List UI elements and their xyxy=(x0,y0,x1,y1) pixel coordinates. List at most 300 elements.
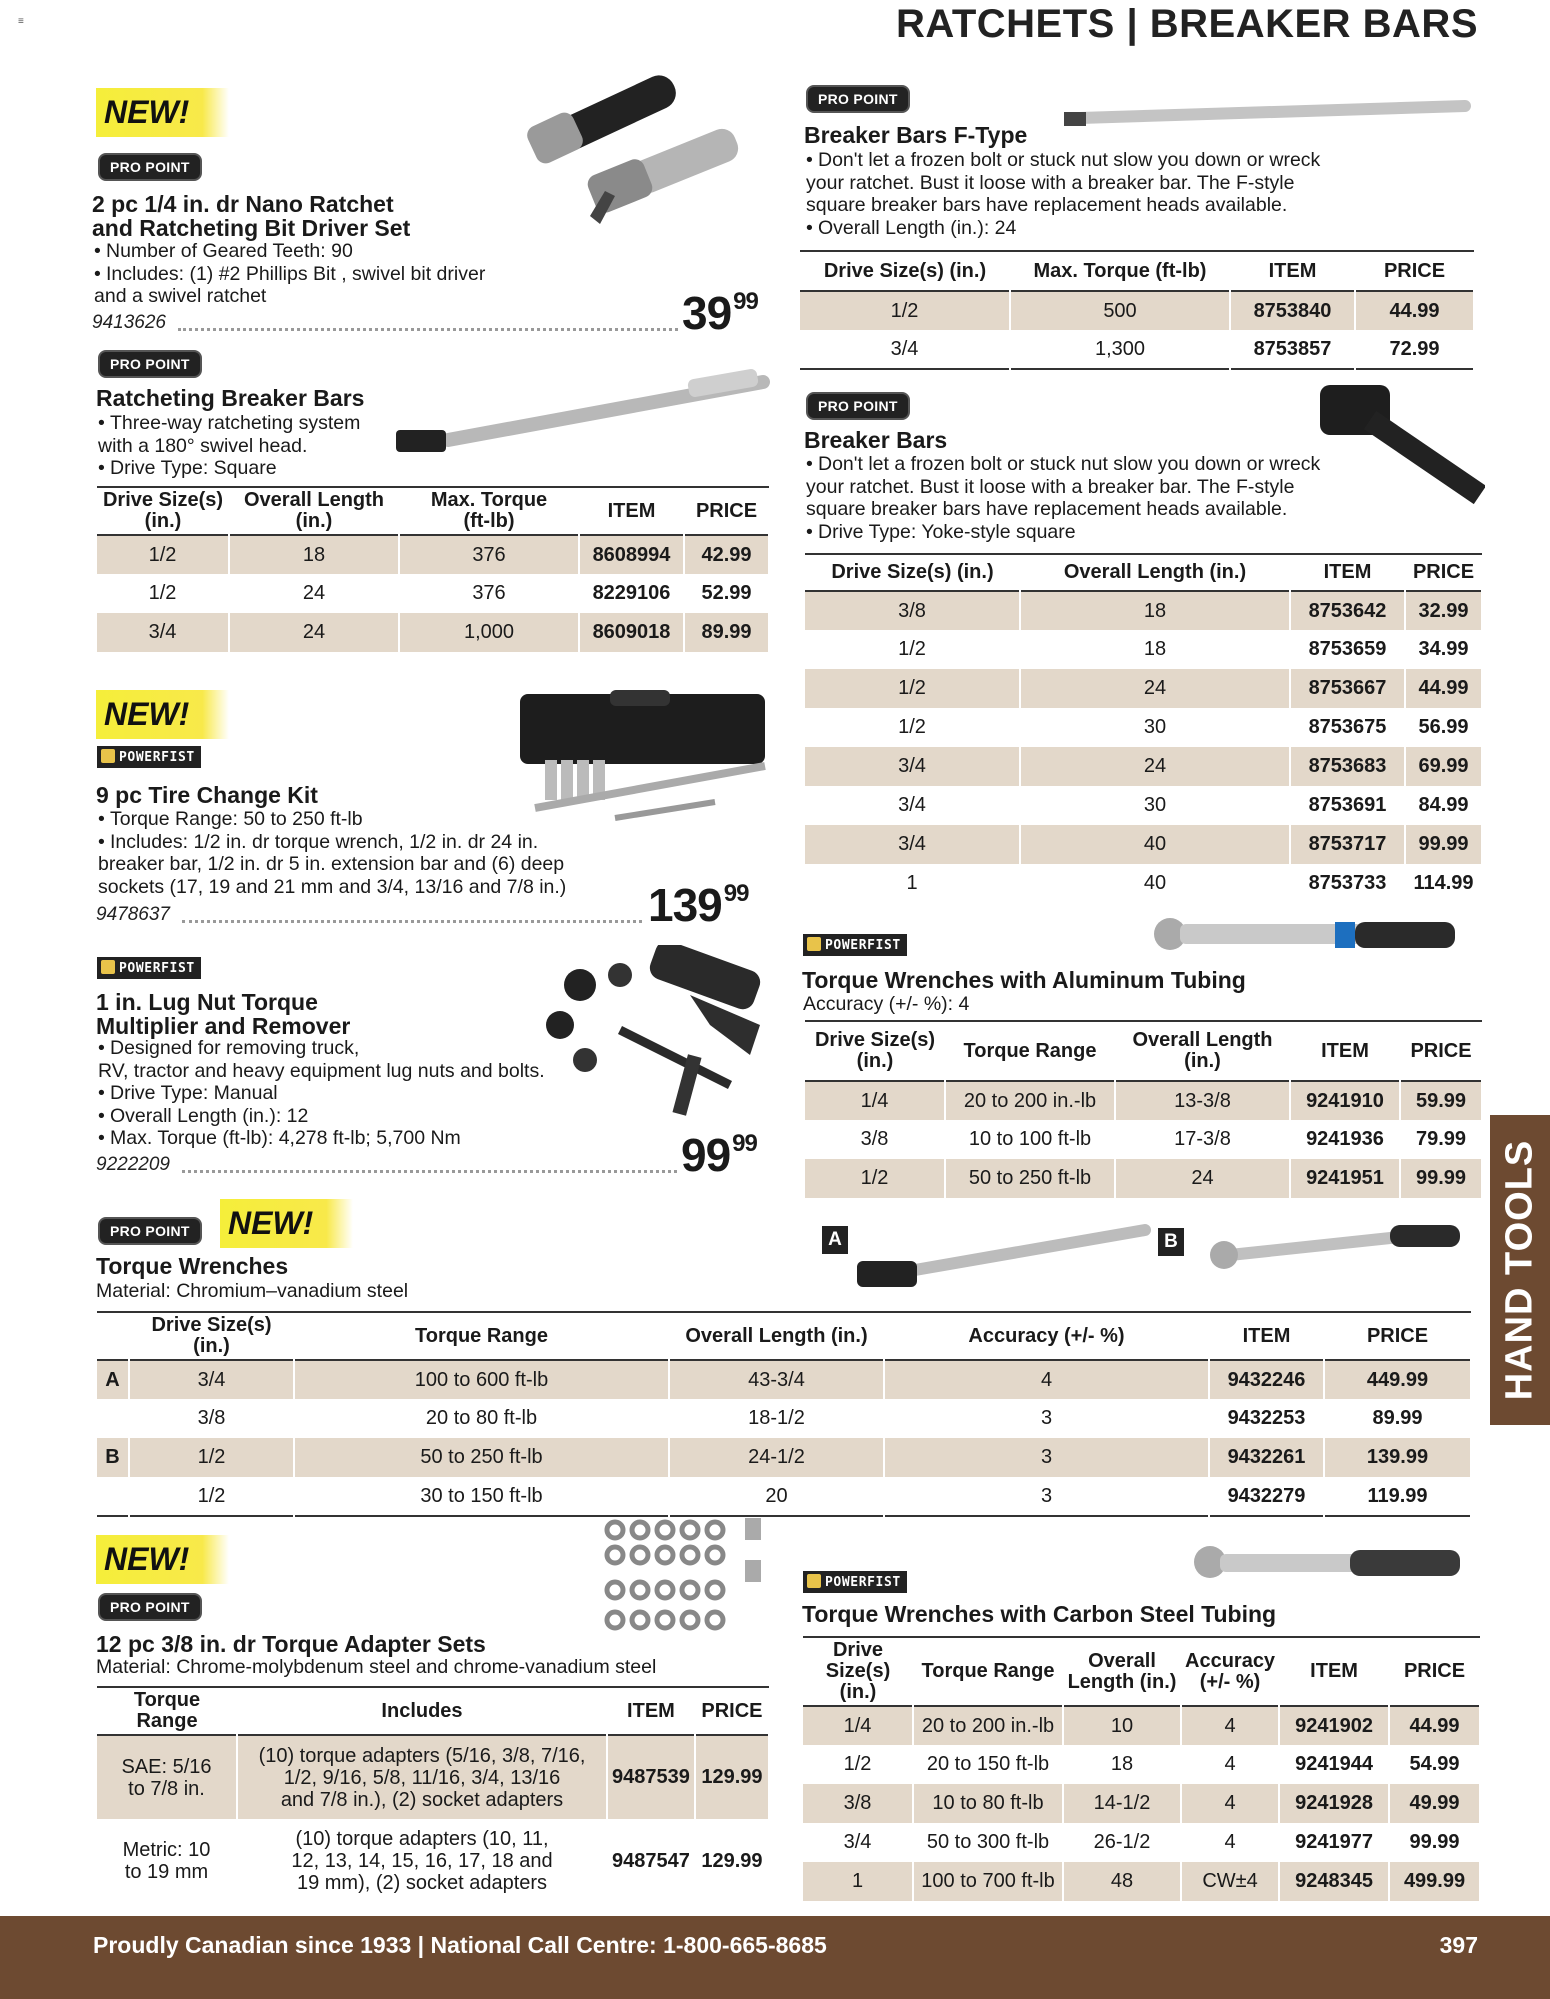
cell-price: 84.99 xyxy=(1405,786,1482,825)
cell: 3/4 xyxy=(805,825,1020,864)
leader-dots xyxy=(182,920,642,923)
col-header: PRICE xyxy=(1412,561,1475,583)
label-a: A xyxy=(822,1226,848,1254)
col-header: Drive Size(s) (in.) xyxy=(151,1314,272,1357)
cell: 3/8 xyxy=(803,1784,913,1823)
cell: 4 xyxy=(1181,1706,1279,1745)
new-badge: NEW! xyxy=(96,88,229,137)
cell: 1/4 xyxy=(803,1706,913,1745)
cell: 100 to 700 ft-lb xyxy=(913,1862,1063,1901)
cell-item: 8753659 xyxy=(1290,630,1405,669)
cell: 1/2 xyxy=(805,669,1020,708)
table-row xyxy=(805,825,1482,864)
cell-price: 99.99 xyxy=(1389,1823,1480,1862)
table-row xyxy=(803,1784,1480,1823)
pro-point-logo: PRO POINT xyxy=(98,1217,202,1245)
aluminum-torque-table xyxy=(805,1020,1483,1198)
table-header-row xyxy=(803,1637,1480,1706)
material-line: Material: Chromium–vanadium steel xyxy=(96,1280,409,1302)
cell: 43-3/4 xyxy=(669,1360,884,1399)
powerfist-logo xyxy=(97,746,201,768)
bullet-text: Includes: (1) #2 Phillips Bit , swivel bit driver and a swivel ratchet xyxy=(94,262,486,308)
table-row xyxy=(800,330,1474,369)
col-header: ITEM xyxy=(1242,1324,1291,1347)
cell-item: 9432279 xyxy=(1209,1477,1324,1516)
cell: 3/8 xyxy=(805,591,1020,630)
table-row xyxy=(97,535,769,574)
col-header: PRICE xyxy=(1403,1660,1466,1682)
cell-price: 52.99 xyxy=(684,574,769,613)
col-header: ITEM xyxy=(627,1699,675,1722)
cell: 100 to 600 ft-lb xyxy=(294,1360,669,1399)
table-row xyxy=(97,1477,1471,1516)
cell-variant xyxy=(97,1477,129,1516)
col-header: Drive Size(s) (in.) xyxy=(814,1029,936,1072)
cell-price: 44.99 xyxy=(1389,1706,1480,1745)
material-line: Material: Chrome-molybdenum steel and chrome-vanadium steel xyxy=(96,1656,657,1678)
cell: 3/8 xyxy=(129,1399,294,1438)
col-header: Drive Size(s) (in.) xyxy=(831,561,994,583)
cell-price: 72.99 xyxy=(1355,330,1474,369)
cell: 1/2 xyxy=(97,535,229,574)
powerfist-icon xyxy=(807,937,821,951)
powerfist-logo xyxy=(803,1571,907,1593)
product-title-torque-wrenches: Torque Wrenches xyxy=(96,1253,289,1279)
section-tab-label: HAND TOOLS xyxy=(1498,1139,1541,1401)
cell: 18-1/2 xyxy=(669,1399,884,1438)
product-title-aluminum-torque-wrenches: Torque Wrenches with Aluminum Tubing xyxy=(802,967,1246,993)
cell: 18 xyxy=(1020,630,1290,669)
adapter-sets-table xyxy=(97,1686,770,1903)
table-row xyxy=(803,1862,1480,1901)
col-header xyxy=(97,1312,129,1360)
bullet-text: Don't let a frozen bolt or stuck nut slow you down or wreck your ratchet. Bust it loose with a breaker bar. The F-style square breaker bars have replacement heads available. xyxy=(806,453,1321,521)
cell-price: 499.99 xyxy=(1389,1862,1480,1901)
cell: 48 xyxy=(1063,1862,1181,1901)
carbon-torque-table xyxy=(803,1636,1481,1901)
cell-item: 8753675 xyxy=(1290,708,1405,747)
product-title-tire-change-kit: 9 pc Tire Change Kit xyxy=(96,782,318,808)
table-header-row xyxy=(97,1687,769,1735)
bullet-text: Drive Type: Square xyxy=(110,457,277,480)
bullet: • Torque Range: 50 to 250 ft-lb xyxy=(98,808,363,830)
pro-point-logo: PRO POINT xyxy=(806,85,910,113)
cell: 10 to 100 ft-lb xyxy=(945,1120,1115,1159)
cell: 3 xyxy=(884,1399,1209,1438)
col-header: Overall Length (in.) xyxy=(1063,561,1247,583)
nano-bullets xyxy=(94,240,534,308)
cell: 1/2 xyxy=(800,291,1010,330)
bullet-text: Number of Geared Teeth: 90 xyxy=(106,240,353,262)
price-dollars: 99 xyxy=(681,1129,731,1181)
cell: 20 to 200 in.-lb xyxy=(913,1706,1063,1745)
bullet: • Don't let a frozen bolt or stuck nut slow you down or wreck your ratchet. Bust it loose with a breaker bar. The F-style square breaker bars have replacement heads available. xyxy=(806,453,1321,521)
cell: 20 to 150 ft-lb xyxy=(913,1745,1063,1784)
col-header: Overall Length (in.) xyxy=(243,489,385,532)
cell: (10) torque adapters (10, 11, 12, 13, 14, 15, 16, 17, 18 and 19 mm), (2) socket adapters xyxy=(237,1819,607,1903)
cell: SAE: 5/16 to 7/8 in. xyxy=(97,1735,237,1819)
cell: 3 xyxy=(884,1477,1209,1516)
cell-price: 89.99 xyxy=(684,613,769,652)
cell: 18 xyxy=(1020,591,1290,630)
cell-item: 8753667 xyxy=(1290,669,1405,708)
cell: 50 to 250 ft-lb xyxy=(294,1438,669,1477)
torque-wrenches-table xyxy=(97,1311,1472,1517)
cell-item: 9241910 xyxy=(1290,1081,1400,1120)
cell-item: 9487547 xyxy=(607,1819,695,1903)
cell-item: 9432246 xyxy=(1209,1360,1324,1399)
torque-wrench-b-image xyxy=(1200,1215,1470,1275)
product-title-ratcheting-breaker-bars: Ratcheting Breaker Bars xyxy=(96,385,365,411)
powerfist-icon xyxy=(101,749,115,763)
product-title-ftype-breaker-bars: Breaker Bars F-Type xyxy=(804,122,1028,148)
table-row xyxy=(805,708,1482,747)
cell-item: 8608994 xyxy=(579,535,684,574)
table-row xyxy=(97,1399,1471,1438)
ratcheting-breaker-table xyxy=(97,486,770,652)
tire-kit-image xyxy=(515,690,775,830)
bullet: • Drive Type: Manual xyxy=(98,1082,278,1105)
price-tag xyxy=(682,286,758,340)
cell: 376 xyxy=(399,574,579,613)
cell-item: 9432253 xyxy=(1209,1399,1324,1438)
bullet: • Three-way ratcheting system with a 180° swivel head. xyxy=(98,412,361,457)
bullet: • Overall Length (in.): 24 xyxy=(806,216,1017,239)
cell: 1/2 xyxy=(129,1438,294,1477)
col-header: Includes xyxy=(381,1699,463,1722)
aluminum-torque-wrench-image xyxy=(1150,912,1465,962)
col-header: PRICE xyxy=(695,499,758,522)
ftype-breaker-bar-image xyxy=(1060,88,1480,138)
nano-ratchet-image xyxy=(520,66,760,236)
bullet: • Drive Type: Yoke-style square xyxy=(806,520,1076,543)
ratcheting-bullets xyxy=(98,412,438,480)
cell: 4 xyxy=(1181,1745,1279,1784)
col-header: Max. Torque (ft-lb) xyxy=(1033,259,1207,282)
table-row xyxy=(805,669,1482,708)
cell-item: 9487539 xyxy=(607,1735,695,1819)
new-badge: NEW! xyxy=(96,1535,229,1584)
table-row xyxy=(805,591,1482,630)
cell: 18 xyxy=(1063,1745,1181,1784)
table-row xyxy=(803,1706,1480,1745)
cell: 1/2 xyxy=(805,630,1020,669)
col-header: PRICE xyxy=(701,1699,763,1722)
price-cents: 99 xyxy=(732,1130,757,1157)
cell: 30 xyxy=(1020,708,1290,747)
cell: 3/4 xyxy=(97,613,229,652)
cell: 14-1/2 xyxy=(1063,1784,1181,1823)
pro-point-logo: PRO POINT xyxy=(806,392,910,420)
bullet-text: Includes: 1/2 in. dr torque wrench, 1/2 in. dr 24 in. breaker bar, 1/2 in. dr 5 in. extension bar and (6) deep sockets (17, 19 and 21 mm and 3/4, 13/16 and 7/8 in.) xyxy=(98,830,567,898)
table-row xyxy=(803,1823,1480,1862)
cell: 24 xyxy=(229,574,399,613)
cell-price: 99.99 xyxy=(1405,825,1482,864)
cell-price: 56.99 xyxy=(1405,708,1482,747)
product-title-carbon-torque-wrenches: Torque Wrenches with Carbon Steel Tubing xyxy=(802,1601,1277,1627)
cell-price: 79.99 xyxy=(1400,1120,1482,1159)
col-header: Drive Size(s) (in.) xyxy=(102,489,224,532)
label-b: B xyxy=(1158,1228,1184,1256)
col-header: Torque Range xyxy=(963,1039,1097,1062)
bullet-text: Max. Torque (ft-lb): 4,278 ft-lb; 5,700 Nm xyxy=(110,1127,461,1150)
cell-price: 49.99 xyxy=(1389,1784,1480,1823)
cell: 500 xyxy=(1010,291,1230,330)
cell-price: 129.99 xyxy=(695,1735,769,1819)
cell: 4 xyxy=(1181,1784,1279,1823)
menu-icon: ≡ xyxy=(18,16,24,27)
col-header: ITEM xyxy=(1310,1660,1358,1682)
cell-price: 44.99 xyxy=(1405,669,1482,708)
cell: 1,300 xyxy=(1010,330,1230,369)
price-tag xyxy=(648,878,748,932)
cell-item: 8753717 xyxy=(1290,825,1405,864)
cell: 4 xyxy=(884,1360,1209,1399)
table-row xyxy=(805,786,1482,825)
cell-price: 54.99 xyxy=(1389,1745,1480,1784)
table-row xyxy=(97,1360,1471,1399)
cell-item: 8753642 xyxy=(1290,591,1405,630)
bullet: • Drive Type: Square xyxy=(98,457,277,480)
breaker-bars-table xyxy=(805,553,1483,903)
cell-price: 114.99 xyxy=(1405,864,1482,903)
new-badge: NEW! xyxy=(220,1199,353,1248)
cell: 24-1/2 xyxy=(669,1438,884,1477)
leader-dots xyxy=(182,1170,677,1173)
table-header-row xyxy=(800,251,1474,291)
cell-item: 9241977 xyxy=(1279,1823,1389,1862)
cell: 4 xyxy=(1181,1823,1279,1862)
bullet-text: Drive Type: Manual xyxy=(110,1082,278,1105)
cell: 20 to 200 in.-lb xyxy=(945,1081,1115,1120)
cell: 1 xyxy=(803,1862,913,1901)
cell-variant: B xyxy=(97,1438,129,1477)
cell-item: 8753840 xyxy=(1230,291,1355,330)
cell-item: 9241902 xyxy=(1279,1706,1389,1745)
product-title-nano-ratchet: 2 pc 1/4 in. dr Nano Ratchet and Ratcheting Bit Driver Set xyxy=(92,191,411,242)
col-header: Drive Size(s) (in.) xyxy=(825,1639,891,1703)
torque-wrench-a-image xyxy=(855,1215,1155,1295)
powerfist-text: POWERFIST xyxy=(119,961,195,976)
table-header-row xyxy=(805,554,1482,591)
cell: 3 xyxy=(884,1438,1209,1477)
lug-nut-multiplier-image xyxy=(540,945,780,1125)
ftype-table xyxy=(800,250,1475,370)
col-header: ITEM xyxy=(1321,1039,1369,1062)
table-row xyxy=(97,1735,769,1819)
cell-item: 8753691 xyxy=(1290,786,1405,825)
col-header: ITEM xyxy=(607,499,656,522)
item-number: 9478637 xyxy=(96,904,170,925)
col-header: ITEM xyxy=(1268,259,1317,282)
cell-price: 99.99 xyxy=(1400,1159,1482,1198)
table-row xyxy=(97,574,769,613)
cell: 20 xyxy=(669,1477,884,1516)
breaker-bullets xyxy=(806,453,1466,543)
cell: CW±4 xyxy=(1181,1862,1279,1901)
powerfist-logo xyxy=(803,934,907,956)
col-header: PRICE xyxy=(1383,259,1446,282)
bullet-text: Designed for removing truck, RV, tractor and heavy equipment lug nuts and bolts. xyxy=(98,1037,545,1082)
cell-price: 32.99 xyxy=(1405,591,1482,630)
section-tab-hand-tools xyxy=(1490,1115,1550,1425)
bullet-text: Don't let a frozen bolt or stuck nut slow you down or wreck your ratchet. Bust it loose with a breaker bar. The F-style square breaker bars have replacement heads available. xyxy=(806,149,1321,217)
col-header: ITEM xyxy=(1323,561,1372,583)
table-row xyxy=(805,1159,1482,1198)
cell: 376 xyxy=(399,535,579,574)
item-number: 9413626 xyxy=(92,312,166,333)
footer-text: Proudly Canadian since 1933 | National Call Centre: 1-800-665-8685 xyxy=(93,1932,827,1958)
cell: 30 to 150 ft-lb xyxy=(294,1477,669,1516)
powerfist-text: POWERFIST xyxy=(825,938,901,953)
col-header: PRICE xyxy=(1366,1324,1429,1347)
cell-price: 119.99 xyxy=(1324,1477,1471,1516)
price-cents: 99 xyxy=(723,880,749,907)
product-title-lug-nut: 1 in. Lug Nut Torque Multiplier and Remover xyxy=(96,989,351,1040)
cell-item: 8229106 xyxy=(579,574,684,613)
page-title: RATCHETS | BREAKER BARS xyxy=(896,2,1478,46)
bullet-text: Three-way ratcheting system with a 180° swivel head. xyxy=(98,412,361,457)
cell-price: 59.99 xyxy=(1400,1081,1482,1120)
cell-price: 89.99 xyxy=(1324,1399,1471,1438)
bullet-text: Drive Type: Yoke-style square xyxy=(818,520,1076,543)
cell: 24 xyxy=(1020,747,1290,786)
pro-point-logo: PRO POINT xyxy=(98,1593,202,1621)
col-header: Accuracy (+/- %) xyxy=(1185,1649,1276,1693)
cell-price: 34.99 xyxy=(1405,630,1482,669)
col-header: Torque Range xyxy=(133,1689,201,1732)
cell: 3/4 xyxy=(129,1360,294,1399)
cell: 1/4 xyxy=(805,1081,945,1120)
pro-point-logo: PRO POINT xyxy=(98,350,202,378)
col-header: Overall Length (in.) xyxy=(685,1324,868,1347)
cell: (10) torque adapters (5/16, 3/8, 7/16, 1/2, 9/16, 5/8, 11/16, 3/4, 13/16 and 7/8 in.), (2) socket adapters xyxy=(237,1735,607,1819)
bullet: • Max. Torque (ft-lb): 4,278 ft-lb; 5,700 Nm xyxy=(98,1127,461,1150)
page-number: 397 xyxy=(1439,1932,1478,1958)
accuracy-line: Accuracy (+/- %): 4 xyxy=(803,993,970,1015)
cell: 1/2 xyxy=(805,708,1020,747)
cell: 10 xyxy=(1063,1706,1181,1745)
cell: 3/4 xyxy=(805,747,1020,786)
cell-price: 44.99 xyxy=(1355,291,1474,330)
cell-price: 69.99 xyxy=(1405,747,1482,786)
cell-price: 449.99 xyxy=(1324,1360,1471,1399)
pro-point-logo: PRO POINT xyxy=(98,153,202,181)
table-header-row xyxy=(805,1021,1482,1081)
product-title-adapter-sets: 12 pc 3/8 in. dr Torque Adapter Sets xyxy=(96,1631,486,1657)
breaker-bar-image xyxy=(388,360,778,470)
price-dollars: 139 xyxy=(648,879,722,931)
cell-price: 42.99 xyxy=(684,535,769,574)
bullet: • Includes: 1/2 in. dr torque wrench, 1/2 in. dr 24 in. breaker bar, 1/2 in. dr 5 in. extension bar and (6) deep sockets (17, 19 and 21 mm and 3/4, 13/16 and 7/8 in.) xyxy=(98,830,567,898)
new-badge: NEW! xyxy=(96,690,229,739)
bullet: • Don't let a frozen bolt or stuck nut slow you down or wreck your ratchet. Bust it loose with a breaker bar. The F-style square breaker bars have replacement heads available. xyxy=(806,149,1321,217)
cell-variant: A xyxy=(97,1360,129,1399)
cell: 40 xyxy=(1020,864,1290,903)
table-row xyxy=(803,1745,1480,1784)
cell: 1/2 xyxy=(803,1745,913,1784)
powerfist-logo xyxy=(97,957,201,979)
cell: 24 xyxy=(1020,669,1290,708)
col-header: Drive Size(s) (in.) xyxy=(823,259,987,282)
col-header: Torque Range xyxy=(921,1660,1055,1682)
bullet-text: Overall Length (in.): 12 xyxy=(110,1104,309,1127)
cell: 3/4 xyxy=(803,1823,913,1862)
col-header: Max. Torque (ft-lb) xyxy=(430,489,548,532)
cell: 13-3/8 xyxy=(1115,1081,1290,1120)
cell-item: 8753683 xyxy=(1290,747,1405,786)
price-cents: 99 xyxy=(733,288,758,315)
cell: 10 to 80 ft-lb xyxy=(913,1784,1063,1823)
cell-item: 8753733 xyxy=(1290,864,1405,903)
cell: 30 xyxy=(1020,786,1290,825)
cell-price: 139.99 xyxy=(1324,1438,1471,1477)
table-row xyxy=(800,291,1474,330)
powerfist-icon xyxy=(101,960,115,974)
product-title-breaker-bars: Breaker Bars xyxy=(804,427,948,453)
col-header: Overall Length (in.) xyxy=(1067,1649,1177,1693)
bullet-text: Overall Length (in.): 24 xyxy=(818,216,1017,239)
cell: 1/2 xyxy=(129,1477,294,1516)
powerfist-text: POWERFIST xyxy=(825,1575,901,1590)
cell: 1/2 xyxy=(805,1159,945,1198)
col-header: PRICE xyxy=(1410,1039,1472,1062)
cell: 24 xyxy=(229,613,399,652)
col-header: Accuracy (+/- %) xyxy=(968,1324,1125,1347)
cell-item: 8753857 xyxy=(1230,330,1355,369)
cell-item: 8609018 xyxy=(579,613,684,652)
powerfist-text: POWERFIST xyxy=(119,750,195,765)
cell: 18 xyxy=(229,535,399,574)
col-header: Torque Range xyxy=(415,1324,548,1347)
cell: 50 to 300 ft-lb xyxy=(913,1823,1063,1862)
cell: Metric: 10 to 19 mm xyxy=(97,1819,237,1903)
cell: 17-3/8 xyxy=(1115,1120,1290,1159)
bullet: • Includes: (1) #2 Phillips Bit , swivel bit driver and a swivel ratchet xyxy=(94,262,486,308)
table-header-row xyxy=(97,487,769,535)
table-row xyxy=(97,1819,769,1903)
table-row xyxy=(805,1120,1482,1159)
bullet: • Number of Geared Teeth: 90 xyxy=(94,240,353,262)
cell-item: 9248345 xyxy=(1279,1862,1389,1901)
table-row xyxy=(805,747,1482,786)
cell: 50 to 250 ft-lb xyxy=(945,1159,1115,1198)
leader-dots xyxy=(178,328,678,331)
table-row xyxy=(805,1081,1482,1120)
cell-item: 9241928 xyxy=(1279,1784,1389,1823)
cell: 26-1/2 xyxy=(1063,1823,1181,1862)
table-row xyxy=(97,1438,1471,1477)
cell: 1/2 xyxy=(97,574,229,613)
cell-variant xyxy=(97,1399,129,1438)
table-row xyxy=(97,613,769,652)
col-header: Overall Length (in.) xyxy=(1132,1029,1273,1072)
table-header-row xyxy=(97,1312,1471,1360)
cell: 1 xyxy=(805,864,1020,903)
carbon-torque-wrench-image xyxy=(1190,1540,1475,1590)
cell: 20 to 80 ft-lb xyxy=(294,1399,669,1438)
cell: 24 xyxy=(1115,1159,1290,1198)
price-dollars: 39 xyxy=(682,287,732,339)
cell-price: 129.99 xyxy=(695,1819,769,1903)
ftype-bullets xyxy=(806,149,1466,239)
cell-item: 9241944 xyxy=(1279,1745,1389,1784)
cell-item: 9432261 xyxy=(1209,1438,1324,1477)
powerfist-icon xyxy=(807,1574,821,1588)
table-row xyxy=(805,864,1482,903)
bullet: • Overall Length (in.): 12 xyxy=(98,1104,309,1127)
cell: 3/8 xyxy=(805,1120,945,1159)
